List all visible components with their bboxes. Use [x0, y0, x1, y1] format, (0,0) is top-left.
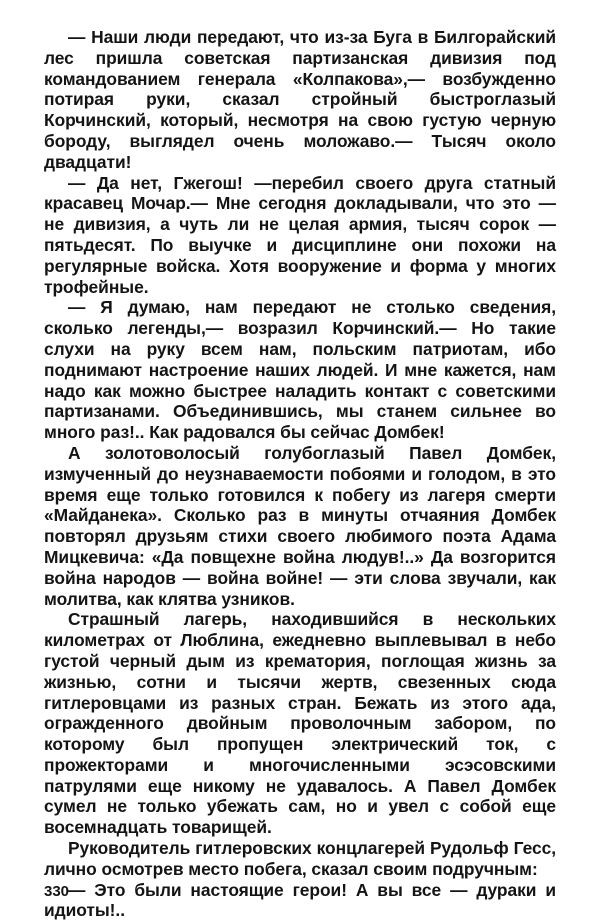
paragraph: — Это были настоящие герои! А вы все — дураки и идиоты!..: [44, 879, 556, 921]
page-number: 330: [44, 883, 70, 900]
paragraph: Страшный лагерь, находившийся в нескольких километрах от Люблина, ежедневно выплевывал в небо густой черный дым из крематория, поглощая жизнь за жизнью, сотни и тысячи жертв, свезенных сюда гитлеровцами из разных стран. Бежать из этого ада, огражденного двойным проволочным забором, по которому был пропущен электрический ток, с прожекторами и многочисленными эсэсовскими патрулями еще никому не удавалось. А Павел Домбек сумел не только убежать сам, но и увел с собой еще восемнадцать товарищей.: [44, 609, 556, 838]
page-body: [44, 27, 556, 921]
paragraph: — Наши люди передают, что из-за Буга в Билгорайский лес пришла советская партизанская дивизия под командованием генерала «Колпакова»,— возбужденно потирая руки, сказал стройный быстроглазый Корчинский, который, несмотря на свою густую черную бороду, выглядел очень моложаво.— Тысяч около двадцати!: [44, 27, 556, 172]
paragraph: — Да нет, Гжегош! —перебил своего друга статный красавец Мочар.— Мне сегодня докладывали, что это — не дивизия, а чуть ли не целая армия, тысяч сорок — пятьдесят. По выучке и дисциплине они похожи на регулярные войска. Хотя вооружение и форма у многих трофейные.: [44, 172, 556, 297]
paragraph: Руководитель гитлеровских концлагерей Рудольф Гесс, лично осмотрев место побега, сказал своим подручным:: [44, 838, 556, 879]
paragraph: А золотоволосый голубоглазый Павел Домбек, измученный до неузнаваемости побоями и голодом, в это время еще только готовился к побегу из лагеря смерти «Майданека». Сколько раз в минуты отчаяния Домбек повторял друзьям стихи своего любимого поэта Адама Мицкевича: «Да повщехне война людув!..» Да возгорится война народов — война войне! — эти слова звучали, как молитва, как клятва узников.: [44, 442, 556, 609]
paragraph: — Я думаю, нам передают не столько сведения, сколько легенды,— возразил Корчинский.— Но такие слухи на руку всем нам, польским патриотам, ибо поднимают настроение наших людей. И мне кажется, нам надо как можно быстрее наладить контакт с советскими партизанами. Объединившись, мы станем сильнее во много раз!.. Как радовался бы сейчас Домбек!: [44, 297, 556, 443]
